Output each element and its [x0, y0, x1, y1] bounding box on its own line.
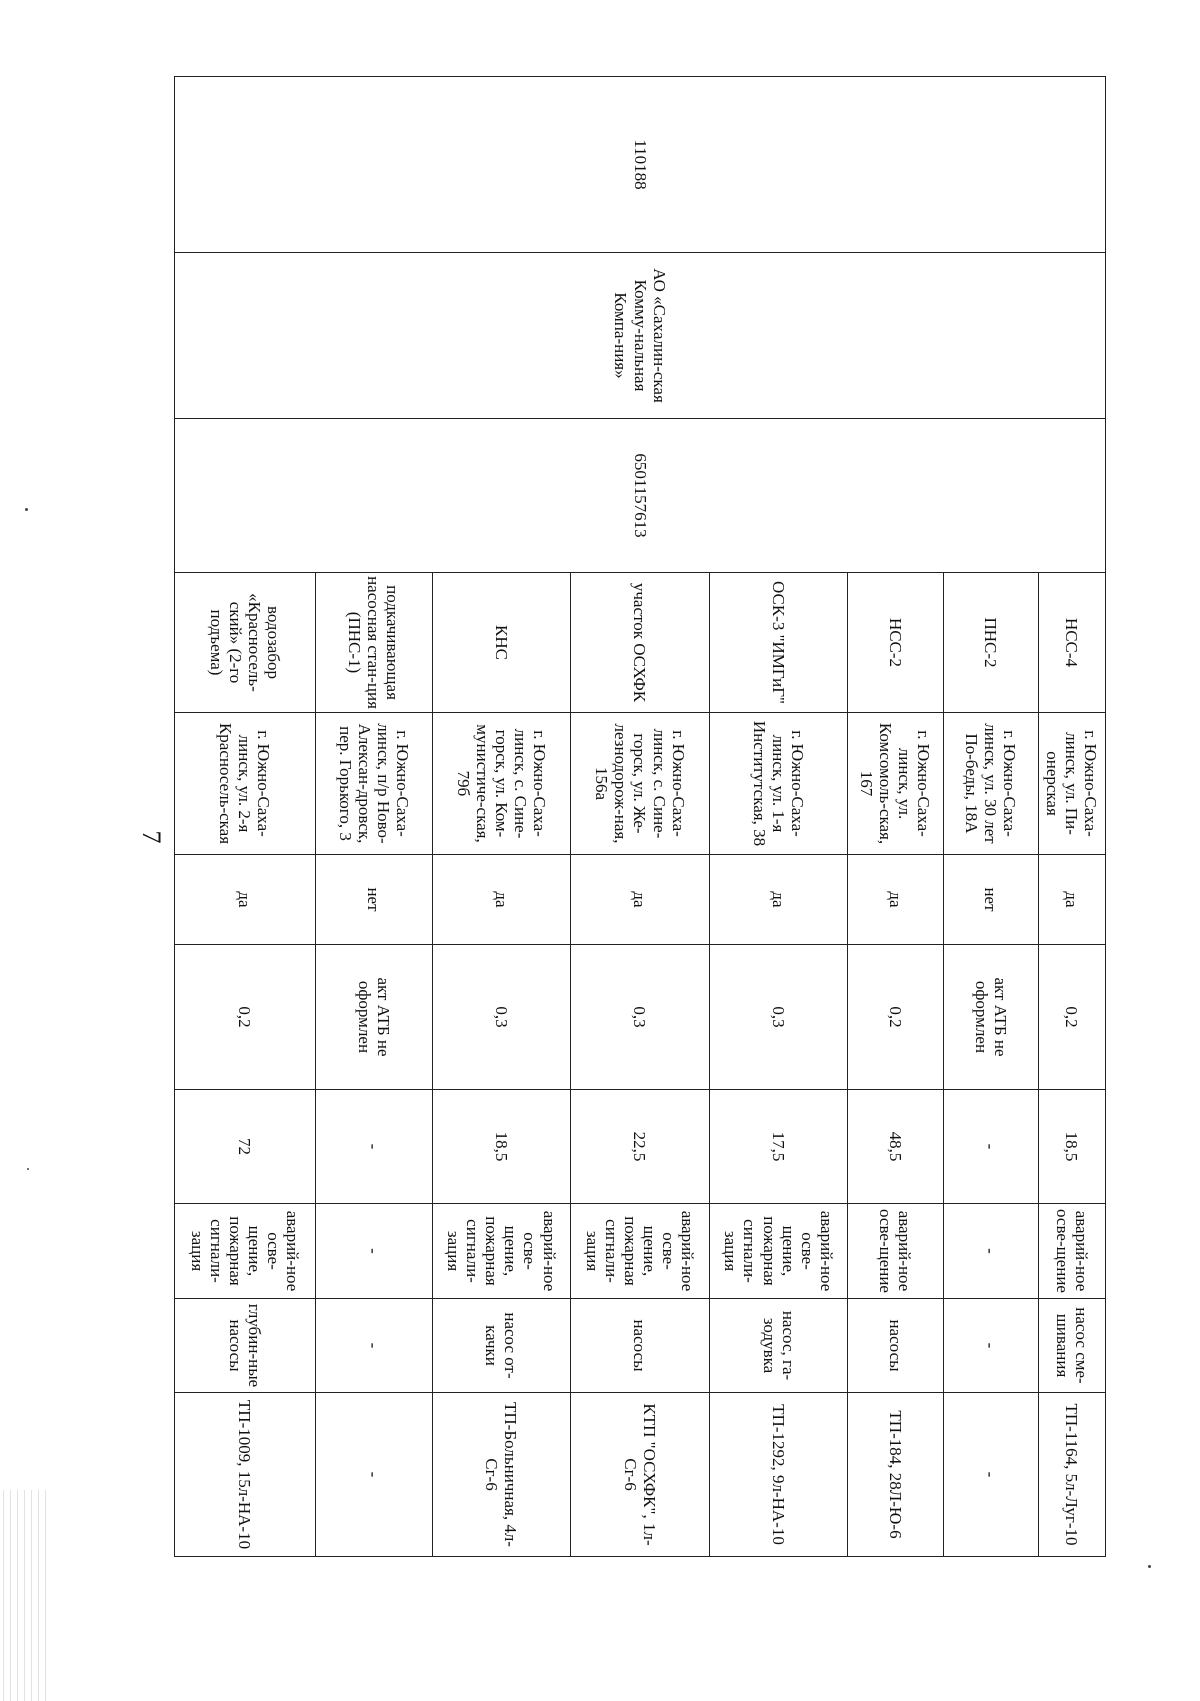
power-source-cell: - [315, 1393, 432, 1557]
act-status-cell: нет [315, 855, 432, 945]
object-cell: НСС-4 [1038, 573, 1105, 713]
emergency-systems-cell: - [943, 1204, 1038, 1299]
power-cell: 22,5 [571, 1090, 710, 1204]
power-cell: - [943, 1090, 1038, 1204]
emergency-systems-cell: аварий-ное осве-щение [848, 1204, 943, 1299]
emergency-systems-cell: - [315, 1204, 432, 1299]
object-cell: ПНС-2 [943, 573, 1038, 713]
scan-speck [27, 1168, 29, 1170]
emergency-systems-cell: аварий-ное осве-щение, пожарная сигнали-зация [571, 1204, 710, 1299]
power-source-cell: ТП-184, 28Л-Ю-6 [848, 1393, 943, 1557]
act-status-cell: нет [943, 855, 1038, 945]
emergency-systems-cell: аварий-ное осве-щение, пожарная сигнали-зация [175, 1204, 316, 1299]
equipment-cell: насос сме-шивания [1038, 1299, 1105, 1393]
equipment-cell: насос от-качки [432, 1299, 571, 1393]
object-cell: участок ОСХФК [571, 573, 710, 713]
act-status-cell: да [1038, 855, 1105, 945]
power-cell: 18,5 [432, 1090, 571, 1204]
power-source-cell: ТП-Больничная, 4л-Сг-6 [432, 1393, 571, 1557]
emergency-systems-cell: аварий-ное осве-щение, пожарная сигнали-зация [432, 1204, 571, 1299]
address-cell: г. Южно-Саха-линск, с. Сине-горск, ул. Же-лезнодорож-ная, 156а [571, 713, 710, 855]
address-cell: г. Южно-Саха-линск, ул. 1-я Институтская, 38 [709, 713, 848, 855]
registry-table [174, 76, 1106, 1557]
address-cell: г. Южно-Саха-линск, ул. 30 лет По-беды, 18А [943, 713, 1038, 855]
category-cell: 0,3 [571, 945, 710, 1090]
rotated-table-wrapper [174, 76, 1106, 1556]
emergency-systems-cell: аварий-ное осве-щение [1038, 1204, 1105, 1299]
act-status-cell: да [571, 855, 710, 945]
address-cell: г. Южно-Саха-линск, ул. Комсомоль-ская, 167 [848, 713, 943, 855]
category-cell: акт АТБ не оформлен [943, 945, 1038, 1090]
scan-edge-noise [0, 1490, 46, 1701]
equipment-cell: насос, га-зодувка [709, 1299, 848, 1393]
act-status-cell: да [175, 855, 316, 945]
power-cell: 18,5 [1038, 1090, 1105, 1204]
category-cell: 0,2 [848, 945, 943, 1090]
address-cell: г. Южно-Саха-линск, с. Сине-горск, ул. Ком-мунистиче-ская, 79б [432, 713, 571, 855]
act-status-cell: да [848, 855, 943, 945]
power-source-cell: ТП-1009, 15л-НА-10 [175, 1393, 316, 1557]
page-number: 7 [137, 830, 166, 844]
address-cell: г. Южно-Саха-линск, ул. 2-я Красносель-ская [175, 713, 316, 855]
equipment-cell: насосы [848, 1299, 943, 1393]
power-source-cell: ТП-1164, 5л-Луг-10 [1038, 1393, 1105, 1557]
category-cell: 0,3 [709, 945, 848, 1090]
category-cell: 0,2 [1038, 945, 1105, 1090]
power-cell: 17,5 [709, 1090, 848, 1204]
power-cell: 48,5 [848, 1090, 943, 1204]
object-cell: водозабор «Красносель-ский» (2-го подъема) [175, 573, 316, 713]
power-source-cell: ТП-1292, 9л-НА-10 [709, 1393, 848, 1557]
category-cell: 0,3 [432, 945, 571, 1090]
category-cell: акт АТБ не оформлен [315, 945, 432, 1090]
object-cell: НСС-2 [848, 573, 943, 713]
address-cell: г. Южно-Саха-линск, п/р Ново-Алексан-дровск, пер. Горького, 3 [315, 713, 432, 855]
equipment-cell: - [943, 1299, 1038, 1393]
category-cell: 0,2 [175, 945, 316, 1090]
org-name-cell: АО «Сахалин-ская Комму-нальная Компа-ния» [175, 253, 1106, 419]
object-cell: ОСК-3 "ИМГиГ" [709, 573, 848, 713]
act-status-cell: да [432, 855, 571, 945]
emergency-systems-cell: аварий-ное осве-щение, пожарная сигнали-зация [709, 1204, 848, 1299]
table-row [1038, 77, 1105, 1557]
scan-speck [25, 508, 28, 511]
org-inn-cell: 6501157613 [175, 419, 1106, 573]
org-reg-number-cell: 110188 [175, 77, 1106, 253]
act-status-cell: да [709, 855, 848, 945]
power-cell: - [315, 1090, 432, 1204]
power-source-cell: КТП "ОСХФК", 1л-Сг-6 [571, 1393, 710, 1557]
object-cell: КНС [432, 573, 571, 713]
power-source-cell: - [943, 1393, 1038, 1557]
scan-speck [1148, 1565, 1151, 1568]
power-cell: 72 [175, 1090, 316, 1204]
equipment-cell: - [315, 1299, 432, 1393]
address-cell: г. Южно-Саха-линск, ул. Пи-онерская [1038, 713, 1105, 855]
equipment-cell: насосы [571, 1299, 710, 1393]
object-cell: подкачивающая насосная стан-ция (ПНС-1) [315, 573, 432, 713]
equipment-cell: глубин-ные насосы [175, 1299, 316, 1393]
